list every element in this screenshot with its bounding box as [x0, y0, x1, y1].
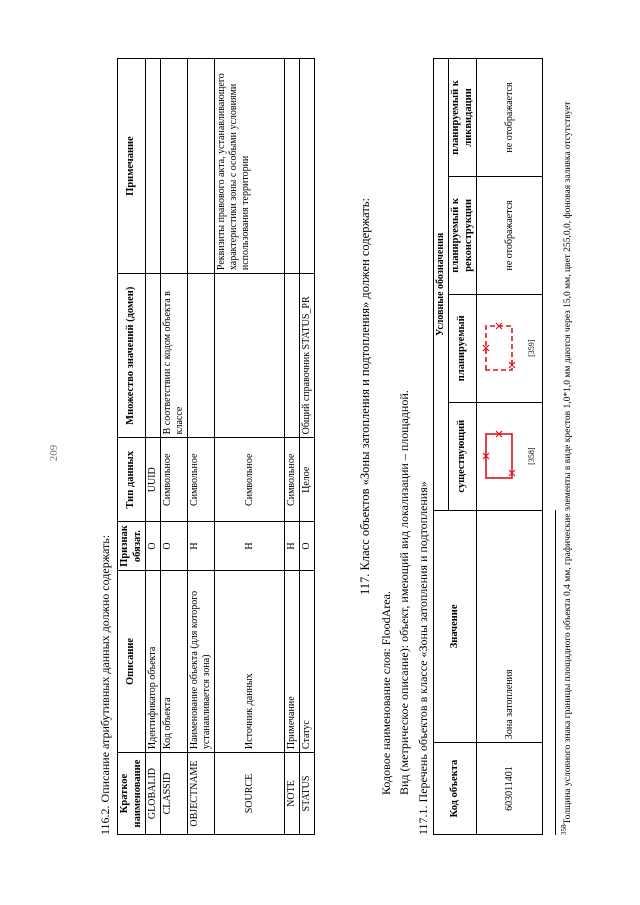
- geometry-type-paragraph: Вид (метрическое описание): объект, имеющий вид локализации – площадной.: [397, 390, 411, 795]
- layer-name-paragraph: Кодовое наименование слоя: FloodArea.: [379, 591, 393, 795]
- footnote: [560, 58, 575, 835]
- reconstruction-cell: не отображается: [477, 176, 543, 294]
- table-cell: О: [146, 522, 161, 571]
- table-row: [215, 59, 285, 835]
- header-cell-symbols: Условные обозначения: [434, 59, 449, 511]
- footnote-text: Толщина условного знака границы площадного объекта 0,4 мм, графические элементы в виде крестов 1,0*1,0 мм даются через 15,0 мм, цвет 255,0,0, фоновая заливка отсутствует: [563, 101, 574, 825]
- planned-symbol-cell: [477, 294, 543, 402]
- table-cell: Символьное: [161, 438, 188, 522]
- table-cell: Наименование объекта (для которого устанавливается зона): [188, 570, 215, 752]
- table-cell: Н: [215, 522, 285, 571]
- footnote-ref-planned: [359]: [526, 339, 536, 357]
- header-cell-code: Код объекта: [434, 743, 477, 835]
- table-cell: [300, 59, 315, 274]
- table-cell: [188, 274, 215, 438]
- header-cell-reconstruction: планируемый к реконструкции: [449, 176, 477, 294]
- table-cell: Идентификатор объекта: [146, 570, 161, 752]
- table-cell: GLOBALID: [146, 753, 161, 835]
- table-row: [146, 59, 161, 835]
- table-header-row: [118, 59, 146, 835]
- attributes-table: [117, 58, 315, 835]
- table-row: [477, 59, 543, 835]
- table-cell: Общий справочник STATUS_PR: [300, 274, 315, 438]
- table-cell: Реквизиты правового акта, устанавливающего характеристики зоны с особыми условиями использования территории: [215, 59, 285, 274]
- header-cell: Тип данных: [118, 438, 146, 522]
- header-cell-value: Значение: [434, 510, 477, 743]
- table-cell: Символьное: [188, 438, 215, 522]
- header-cell: Признак обязат.: [118, 522, 146, 571]
- table-cell: CLASSID: [161, 753, 188, 835]
- table-cell: Код объекта: [161, 570, 188, 752]
- objects-caption: 117.1. Перечень объектов в классе «Зоны затопления и подтопления»: [416, 481, 430, 835]
- table-cell: Н: [188, 522, 215, 571]
- existing-symbol-cell: [477, 402, 543, 510]
- footnote-separator: [555, 510, 556, 835]
- section-title: 117. Класс объектов «Зоны затопления и подтопления» должен содержать:: [358, 198, 372, 595]
- table-cell: О: [161, 522, 188, 571]
- header-cell-existing: существующий: [449, 402, 477, 510]
- existing-flood-zone-symbol: [482, 426, 526, 486]
- table-cell: Символьное: [215, 438, 285, 522]
- page-number: 209: [48, 444, 60, 462]
- footnote-mark: 358: [560, 824, 568, 835]
- header-cell: Краткое наименование: [118, 753, 146, 835]
- table-cell: OBJECTNAME: [188, 753, 215, 835]
- table-cell: Н: [285, 522, 300, 571]
- objects-table: [433, 58, 543, 835]
- table-cell: Символьное: [285, 438, 300, 522]
- table-cell: Источник данных: [215, 570, 285, 752]
- table-cell: UUID: [146, 438, 161, 522]
- table-row: [188, 59, 215, 835]
- object-value-cell: Зона затопления: [477, 510, 543, 743]
- table-cell: [215, 274, 285, 438]
- header-cell: Описание: [118, 570, 146, 752]
- table-row: [285, 59, 300, 835]
- footnote-ref-existing: [358]: [526, 447, 536, 465]
- table-header-row: [434, 59, 449, 835]
- table-cell: В соответствии с кодом объекта в классе: [161, 274, 188, 438]
- table-cell: О: [300, 522, 315, 571]
- table-cell: [146, 274, 161, 438]
- header-cell: Примечание: [118, 59, 146, 274]
- table-cell: [161, 59, 188, 274]
- table-cell: Целое: [300, 438, 315, 522]
- table-cell: [285, 274, 300, 438]
- table-cell: [146, 59, 161, 274]
- header-cell-liquidation: планируемый к ликвидации: [449, 59, 477, 177]
- table-row: [161, 59, 188, 835]
- table-cell: Статус: [300, 570, 315, 752]
- table-cell: [188, 59, 215, 274]
- table-cell: Примечание: [285, 570, 300, 752]
- header-cell: Множество значений (домен): [118, 274, 146, 438]
- header-cell-planned: планируемый: [449, 294, 477, 402]
- attributes-caption: 116.2. Описание атрибутивных данных должно содержать:: [98, 534, 112, 835]
- table-cell: STATUS: [300, 753, 315, 835]
- table-cell: SOURCE: [215, 753, 285, 835]
- table-cell: NOTE: [285, 753, 300, 835]
- table-row: [300, 59, 315, 835]
- liquidation-cell: не отображается: [477, 59, 543, 177]
- table-cell: [285, 59, 300, 274]
- planned-flood-zone-symbol: [482, 318, 526, 378]
- object-code-cell: 603011401: [477, 743, 543, 835]
